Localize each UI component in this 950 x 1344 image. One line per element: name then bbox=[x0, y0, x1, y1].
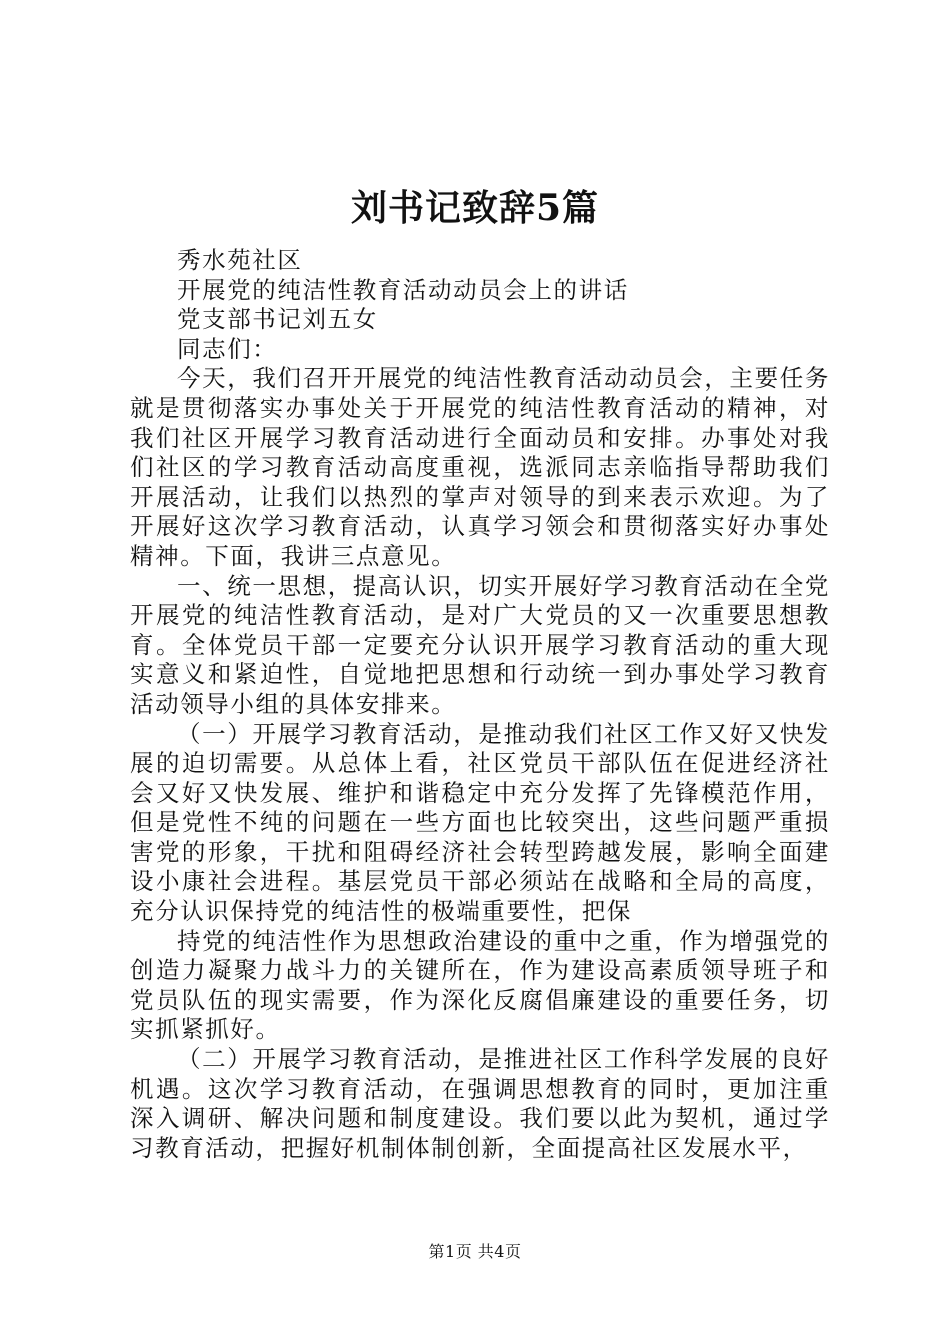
paragraph-point-two: （二）开展学习教育活动，是推进社区工作科学发展的良好机遇。这次学习教育活动，在强调思想教育的同时，更加注重深入调研、解决问题和制度建设。我们要以此为契机，通过学习教育活动，把握好机制体制创新，全面提高社区发展水平， bbox=[130, 1045, 830, 1162]
paragraph-speaker: 党支部书记刘五女 bbox=[177, 305, 378, 334]
paragraph-speech-subject: 开展党的纯洁性教育活动动员会上的讲话 bbox=[177, 275, 629, 304]
paragraph-salutation: 同志们： bbox=[177, 334, 278, 363]
paragraph-section-one: 一、统一思想，提高认识，切实开展好学习教育活动在全党开展党的纯洁性教育活动，是对广大党员的又一次重要思想教育。全体党员干部一定要充分认识开展学习教育活动的重大现实意义和紧迫性，自觉地把思想和行动统一到办事处学习教育活动领导小组的具体安排来。 bbox=[130, 571, 830, 718]
paragraph-community-name: 秀水苑社区 bbox=[177, 246, 303, 274]
paragraph-point-one-continued: 持党的纯洁性作为思想政治建设的重中之重，作为增强党的创造力凝聚力战斗力的关键所在，作为建设高素质领导班子和党员队伍的现实需要，作为深化反腐倡廉建设的重要任务，切实抓紧抓好。 bbox=[130, 926, 830, 1044]
page-number-footer: 第1页 共4页 bbox=[428, 1242, 522, 1261]
document-title: 刘书记致辞5篇 bbox=[350, 187, 600, 229]
paragraph-point-one: （一）开展学习教育活动，是推动我们社区工作又好又快发展的迫切需要。从总体上看，社区党员干部队伍在促进经济社会又好又快发展、维护和谐稳定中充分发挥了先锋模范作用，但是党性不纯的问题在一些方面也比较突出，这些问题严重损害党的形象，干扰和阻碍经济社会转型跨越发展，影响全面建设小康社会进程。基层党员干部必须站在战略和全局的高度，充分认识保持党的纯洁性的极端重要性，把保 bbox=[130, 719, 830, 926]
paragraph-intro: 今天，我们召开开展党的纯洁性教育活动动员会，主要任务就是贯彻落实办事处关于开展党的纯洁性教育活动的精神，对我们社区开展学习教育活动进行全面动员和安排。办事处对我们社区的学习教育活动高度重视，选派同志亲临指导帮助我们开展活动，让我们以热烈的掌声对领导的到来表示欢迎。为了开展好这次学习教育活动，认真学习领会和贯彻落实好办事处精神。下面，我讲三点意见。 bbox=[130, 364, 830, 570]
document-body bbox=[130, 246, 830, 1163]
